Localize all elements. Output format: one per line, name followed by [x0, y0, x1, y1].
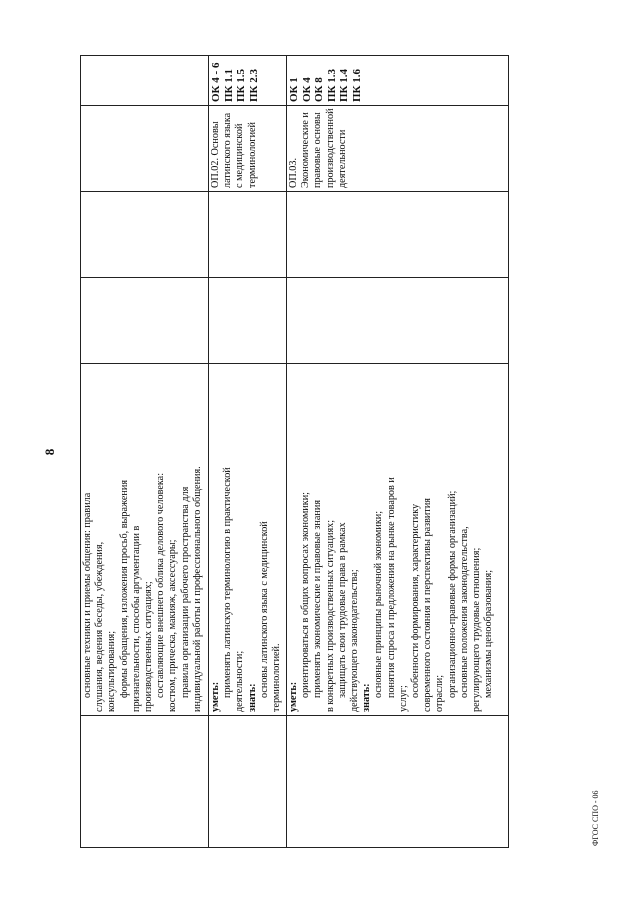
cell-discipline [287, 106, 509, 192]
competency-code: ПК 1.4 [338, 68, 351, 102]
table-row [81, 56, 209, 848]
cell-index [81, 716, 209, 848]
cell-competencies [209, 56, 287, 106]
requirement-line: костюм, прическа, макияж, аксессуары; [167, 539, 179, 712]
cell-study-hours [81, 192, 209, 278]
competency-code: ПК 1.3 [325, 68, 338, 102]
requirement-line: индивидуальной работы и профессионального общения. [191, 466, 203, 712]
section-heading: знать: [361, 683, 373, 712]
rotated-page [34, 42, 606, 862]
requirement-line: современного состояния и перспективы развития [422, 498, 434, 712]
cell-requirements [81, 364, 209, 716]
page-footer: ФГОС СПО - 06 [591, 790, 600, 846]
requirement-line: признательности, способы аргументации в [130, 525, 142, 712]
requirement-line: применять экономические и правовые знания [312, 500, 324, 698]
requirement-line: деятельности; [234, 650, 246, 712]
cell-discipline [81, 106, 209, 192]
requirement-line: слушания, ведения беседы, убеждения, [94, 541, 106, 712]
requirement-line: услуг; [397, 685, 409, 712]
table-row [287, 56, 509, 848]
competency-code: ОК 1 [288, 77, 300, 102]
competency-code: ПК 1.6 [350, 68, 363, 102]
curriculum-table [80, 55, 509, 848]
requirement-line: организационно-правовые формы организаций; [446, 490, 458, 698]
cell-competencies [81, 56, 209, 106]
cell-index [209, 716, 287, 848]
competency-code: ПК 2.3 [247, 68, 260, 102]
discipline-name: ОП.03. Экономические и правовые основы производственной деятельности [288, 108, 348, 188]
competency-code: ОК 4 - 6 [210, 62, 222, 102]
requirement-line: составляющие внешнего облика делового человека: [155, 472, 167, 698]
requirement-line: регулирующего трудовые отношения; [471, 547, 483, 712]
requirement-line: действующего законодательства; [349, 569, 361, 712]
cell-requirements [287, 364, 509, 716]
requirement-line: основные положения законодательства, [458, 526, 470, 698]
discipline-name: ОП.02. Основы латинского языка с медицинской терминологией [210, 112, 258, 188]
cell-discipline [209, 106, 287, 192]
competency-code: ОК 8 [313, 77, 326, 102]
requirement-line: правила организации рабочего пространства для [179, 486, 191, 698]
requirement-line: консультирования; [106, 630, 118, 712]
table-row [209, 56, 287, 848]
requirement-line: защищать свои трудовые права в рамках [336, 522, 348, 698]
requirement-line: основы латинского языка с медицинской [258, 521, 270, 698]
requirement-line: ориентироваться в общих вопросах экономики; [300, 492, 312, 698]
section-heading: знать: [246, 683, 258, 712]
cell-max-load [81, 278, 209, 364]
cell-max-load [287, 278, 509, 364]
requirement-line: особенности формирования, характеристику [410, 503, 422, 698]
table-body [81, 56, 509, 848]
requirement-line: основные техники и приемы общения: правила [82, 492, 93, 698]
requirement-line: отрасли; [434, 674, 446, 712]
cell-study-hours [287, 192, 509, 278]
competency-code: ОК 4 [300, 77, 313, 102]
competency-code: ПК 1.5 [235, 68, 248, 102]
page-number: 8 [42, 448, 57, 456]
requirement-line: применять латинскую терминологию в практической [222, 467, 234, 698]
cell-index [287, 716, 509, 848]
requirement-line: в конкретных производственных ситуациях; [324, 519, 336, 712]
section-heading: уметь: [210, 681, 221, 712]
competency-code: ПК 1.1 [222, 68, 235, 102]
cell-study-hours [209, 192, 287, 278]
requirement-line: понятия спроса и предложения на рынке товаров и [385, 477, 397, 698]
requirement-line: механизмы ценообразования; [483, 569, 495, 698]
section-heading: уметь: [288, 681, 299, 712]
requirement-line: формы обращения, изложения просьб, выражения [118, 479, 130, 698]
requirement-line: основные принципы рыночной экономики; [373, 510, 385, 698]
cell-requirements [209, 364, 287, 716]
cell-max-load [209, 278, 287, 364]
cell-competencies [287, 56, 509, 106]
requirement-line: терминологией. [271, 643, 283, 712]
requirement-line: производственных ситуациях; [143, 581, 155, 712]
